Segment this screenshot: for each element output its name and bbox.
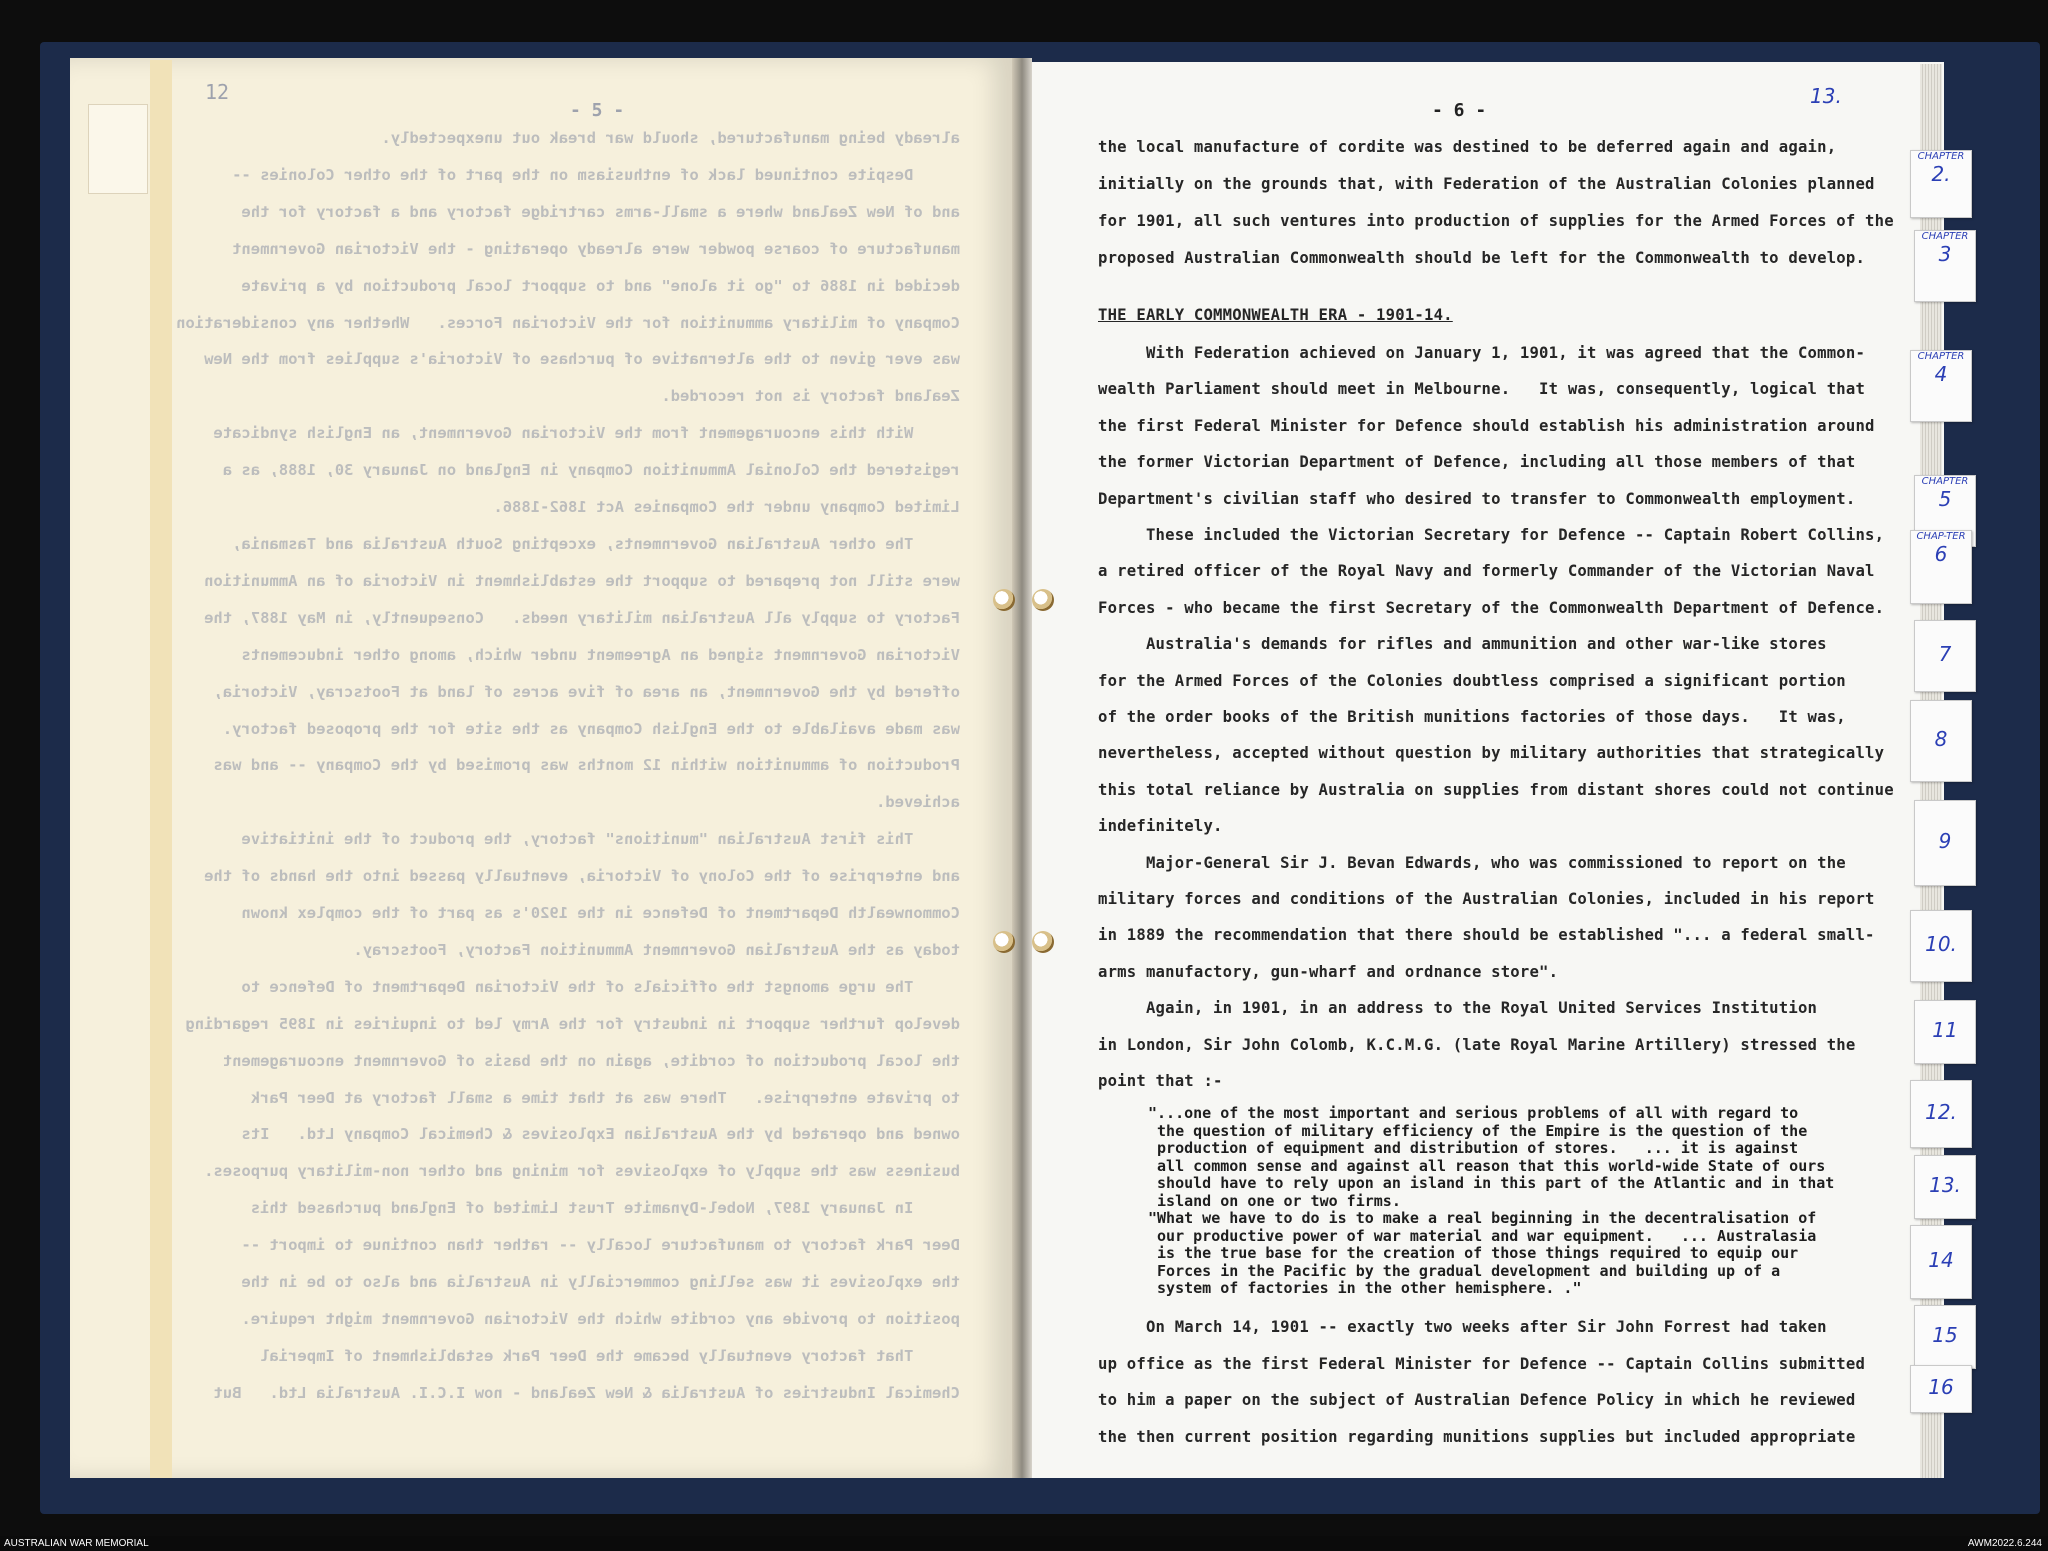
chapter-tab[interactable]: [1910, 700, 1972, 782]
chapter-tab-title: CHAPTER: [1917, 151, 1965, 162]
chapter-tab[interactable]: [1914, 230, 1976, 302]
quote-line: our productive power of war material and war equipment. ... Australasia: [1148, 1226, 1817, 1245]
chapter-tab-number: 14: [1928, 1248, 1954, 1272]
text-line: indefinitely.: [1098, 817, 1223, 836]
text-line: Major-General Sir J. Bevan Edwards, who was commissioned to report on the: [1098, 853, 1846, 872]
right-page-handwritten-number: 13.: [1810, 84, 1842, 108]
text-line: proposed Australian Commonwealth should be left for the Commonwealth to develop.: [1098, 249, 1866, 267]
chapter-tab[interactable]: [1914, 1155, 1976, 1219]
text-line: for the Armed Forces of the Colonies doubtless comprised a significant portion: [1098, 671, 1846, 690]
section-heading: THE EARLY COMMONWEALTH ERA - 1901-14.: [1098, 306, 1453, 324]
text-line: this total reliance by Australia on supplies from distant shores could not continue: [1098, 780, 1894, 799]
chapter-tab-number: 15: [1932, 1323, 1958, 1347]
quote-line: "...one of the most important and serious problems of all with regard to: [1148, 1104, 1799, 1122]
chapter-tab[interactable]: [1914, 800, 1976, 886]
chapter-tab[interactable]: [1910, 350, 1972, 422]
chapter-tab-title: CHAPTER: [1917, 351, 1965, 362]
text-line: in 1889 the recommendation that there should be established "... a federal small-: [1098, 926, 1875, 945]
quote-line: should have to rely upon an island in this part of the Atlantic and in that: [1148, 1174, 1835, 1192]
chapter-tab-title: CHAPTER: [1921, 476, 1969, 487]
chapter-tab[interactable]: [1910, 1080, 1972, 1148]
quote-line: island on one or two firms.: [1148, 1191, 1401, 1210]
chapter-tab-number: 13.: [1929, 1173, 1961, 1197]
text-line: Forces - who became the first Secretary of the Commonwealth Department of Defence.: [1098, 598, 1885, 617]
text-line: in London, Sir John Colomb, K.C.M.G. (late Royal Marine Artillery) stressed the: [1098, 1035, 1856, 1054]
chapter-tab[interactable]: [1910, 910, 1972, 982]
quote-line: all common sense and against all reason that this world-wide State of ours: [1148, 1156, 1826, 1175]
text-line: initially on the grounds that, with Federation of the Australian Colonies planned: [1098, 175, 1875, 193]
chapter-tab-number: 2.: [1931, 162, 1951, 186]
chapter-tab[interactable]: [1910, 530, 1972, 604]
chapter-tab-number: 16: [1928, 1375, 1954, 1399]
text-line: arms manufactory, gun-wharf and ordnance store".: [1098, 962, 1559, 981]
text-line: Again, in 1901, in an address to the Royal United Services Institution: [1098, 999, 1818, 1018]
punch-hole: [993, 931, 1015, 953]
quote-line: "What we have to do is to make a real beginning in the decentralisation of: [1148, 1209, 1817, 1227]
chapter-tab[interactable]: [1910, 1365, 1972, 1413]
bleed-through-text: already being manufactured, should war break out unexpectedly. Despite continued lack of enthusiasm on the part of the other Colonies -- and of New Zealand where a small-arms cartridge factory and a factory for the manufacture of coarse powder were already operating - the Victorian Government decided in 1886 to "go it alone" and to support local production by a private Company of military ammunition for the Victorian Forces. Whether any consideration was ever given to the alternative of purchase of Victoria's supplies from the New Zealand factory is not recorded. With this encouragement from the Victorian Government, an English syndicate registered the Colonial Ammunition Company in England on January 30, 1888, as a Limited Company under the Companies Act 1862-1886. The other Australian Governments, excepting South Australia and Tasmania, were still not prepared to support the establishment in Victoria of an Ammunition Factory to supply all Australian military needs. Consequently, in May 1887, the Victorian Government signed an Agreement under which, among other inducements offered by the Government, an area of five acres of land at Footscray, Victoria, was made available to the English Company as the site for the proposed factory. Production of ammunition within 12 months was promised by the Company -- and was achieved. This first Australian "munitions" factory, the product of the initiative and enterprise of the Colony of Victoria, eventually passed into the hands of the Commonwealth Department of Defence in the 1920's as part of the complex known today as the Australian Government Ammunition Factory, Footscray. The urge amongst the officials of the Victorian Department of Defence to develop further support in industry for the Army led to inquiries in 1895 regarding the local production of cordite, again on the basis of Government encouragement to private enterprise. There was at that time a small factory at Deer Park owned and operated by the Australian Explosives & Chemical Company Ltd. Its business was the supply of explosives for mining and other non-military purposes. In January 1897, Nobel-Dynamite Trust Limited of England purchased this Deer Park factory to manufacture locally -- rather than continue to import -- the explosives it was selling commercially in Australia and also to be in the position to provide any cordite which the Victorian Government might require. That factory eventually became the Deer Park establishment of Imperial Chemical Industries of Australia & New Zealand - now I.C.I. Australia Ltd. But: [176, 129, 960, 1402]
chapter-tab-number: 8: [1934, 727, 1948, 751]
text-line: to him a paper on the subject of Australian Defence Policy in which he reviewed: [1098, 1391, 1856, 1409]
text-line: military forces and conditions of the Australian Colonies, included in his report: [1098, 890, 1875, 908]
right-page-number: - 6 -: [1432, 100, 1487, 121]
punch-hole: [993, 589, 1015, 611]
text-line: up office as the first Federal Minister for Defence -- Captain Collins submitted: [1098, 1354, 1866, 1373]
chapter-tab[interactable]: [1914, 1305, 1976, 1369]
quote-line: is the true base for the creation of those things required to equip our: [1148, 1244, 1799, 1262]
text-line: wealth Parliament should meet in Melbourne. It was, consequently, logical that: [1098, 380, 1866, 399]
chapter-tab-number: 5: [1938, 487, 1952, 511]
quote-line: system of factories in the other hemisphere. .": [1148, 1279, 1582, 1297]
chapter-tab[interactable]: [1914, 1000, 1976, 1064]
text-line: the first Federal Minister for Defence should establish his administration around: [1098, 416, 1875, 435]
chapter-tab-number: 3: [1938, 242, 1952, 266]
text-line: nevertheless, accepted without question by military authorities that strategically: [1098, 744, 1885, 763]
book-gutter: [1012, 58, 1032, 1478]
text-line: Australia's demands for rifles and ammunition and other war-like stores: [1098, 635, 1827, 654]
chapter-tab-number: 7: [1938, 642, 1952, 666]
text-line: On March 14, 1901 -- exactly two weeks after Sir John Forrest had taken: [1098, 1318, 1827, 1336]
text-line: the local manufacture of cordite was destined to be deferred again and again,: [1098, 138, 1837, 156]
text-line: of the order books of the British munitions factories of those days. It was,: [1098, 708, 1846, 726]
chapter-tab-number: 9: [1938, 829, 1952, 853]
chapter-tab-number: 12.: [1925, 1100, 1957, 1124]
quote-line: production of equipment and distribution of stores. ... it is against: [1148, 1139, 1799, 1157]
quote-line: Forces in the Pacific by the gradual development and building up of a: [1148, 1261, 1781, 1280]
chapter-tab[interactable]: [1910, 150, 1972, 218]
chapter-tab-number: 10.: [1925, 932, 1957, 956]
text-line: a retired officer of the Royal Navy and formerly Commander of the Victorian Naval: [1098, 562, 1875, 581]
text-line: With Federation achieved on January 1, 1901, it was agreed that the Common-: [1098, 344, 1866, 362]
text-line: the then current position regarding munitions supplies but included appropriate: [1098, 1427, 1856, 1446]
chapter-tab[interactable]: [1910, 1225, 1972, 1299]
punch-hole: [1032, 931, 1054, 953]
footer-institution: AUSTRALIAN WAR MEMORIAL: [4, 1538, 149, 1549]
punch-hole: [1032, 589, 1054, 611]
text-line: These included the Victorian Secretary for Defence -- Captain Robert Collins,: [1098, 526, 1885, 544]
text-line: for 1901, all such ventures into production of supplies for the Armed Forces of the: [1098, 212, 1894, 230]
quote-line: the question of military efficiency of the Empire is the question of the: [1148, 1121, 1808, 1140]
chapter-tab-title: CHAPTER: [1921, 231, 1969, 242]
quotation-block: [1148, 1105, 1848, 1298]
text-line: point that :-: [1098, 1072, 1223, 1090]
chapter-tab-number: 4: [1934, 362, 1948, 386]
chapter-tab-number: 6: [1934, 542, 1948, 566]
chapter-tab-number: 11: [1932, 1018, 1958, 1042]
left-page-handwritten-number: 12: [205, 80, 230, 104]
left-page-number: - 5 -: [570, 100, 625, 121]
paper-flap: [88, 104, 148, 194]
chapter-tabs: [1908, 80, 1988, 1490]
chapter-tab[interactable]: [1914, 620, 1976, 692]
chapter-tab-title: CHAP-TER: [1916, 531, 1966, 542]
footer-accession-number: AWM2022.6.244: [1967, 1538, 2042, 1549]
text-line: Department's civilian staff who desired to transfer to Commonwealth employment.: [1098, 489, 1856, 508]
text-line: the former Victorian Department of Defence, including all those members of that: [1098, 453, 1856, 472]
